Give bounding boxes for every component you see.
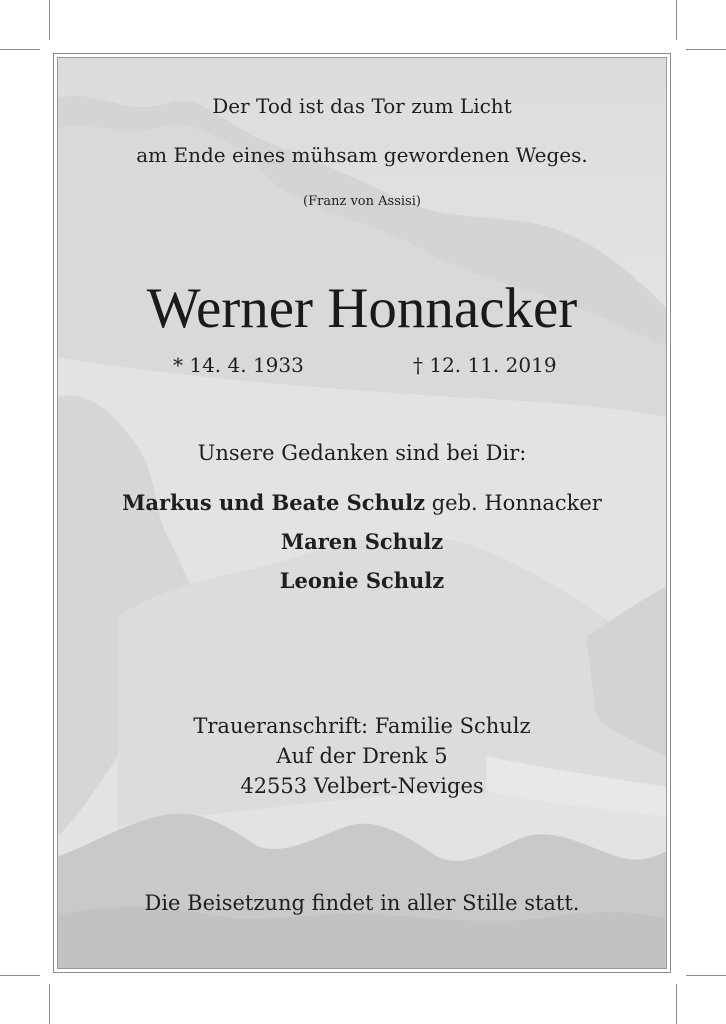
crop-mark-top-left-h: [0, 49, 40, 50]
birth-date: * 14. 4. 1933: [173, 353, 304, 377]
crop-mark-top-right-v: [676, 0, 677, 40]
crop-mark-bottom-left-v: [49, 984, 50, 1024]
address-line-2: Auf der Drenk 5: [276, 744, 448, 768]
address-line-1: Traueranschrift: Familie Schulz: [193, 714, 531, 738]
death-date: † 12. 11. 2019: [413, 353, 557, 377]
crop-mark-top-left-v: [49, 0, 50, 40]
quote-author: (Franz von Assisi): [303, 194, 421, 209]
obituary-card: [53, 53, 671, 973]
deceased-name: Werner Honnacker: [146, 277, 578, 340]
obituary-card-inner: [57, 57, 667, 969]
mourner-name: Leonie Schulz: [279, 568, 445, 593]
mourner-line-2: [58, 529, 666, 554]
crop-mark-bottom-left-h: [0, 975, 40, 976]
crop-mark-top-right-h: [686, 49, 726, 50]
mourner-name: Maren Schulz: [280, 529, 444, 554]
crop-mark-bottom-right-v: [676, 984, 677, 1024]
crop-mark-bottom-right-h: [686, 975, 726, 976]
mourner-line-1: [58, 490, 666, 515]
mourner-name: Markus und Beate Schulz: [122, 490, 426, 515]
mourner-suffix: geb. Honnacker: [431, 491, 602, 515]
closing-note: Die Beisetzung findet in aller Stille statt.: [144, 891, 580, 915]
mourners-intro: Unsere Gedanken sind bei Dir:: [197, 441, 527, 465]
quote-line-2: am Ende eines mühsam gewordenen Weges.: [136, 143, 588, 167]
mourner-line-3: [58, 568, 666, 593]
quote-line-1: Der Tod ist das Tor zum Licht: [212, 94, 512, 118]
address-line-3: 42553 Velbert-Neviges: [240, 774, 484, 798]
